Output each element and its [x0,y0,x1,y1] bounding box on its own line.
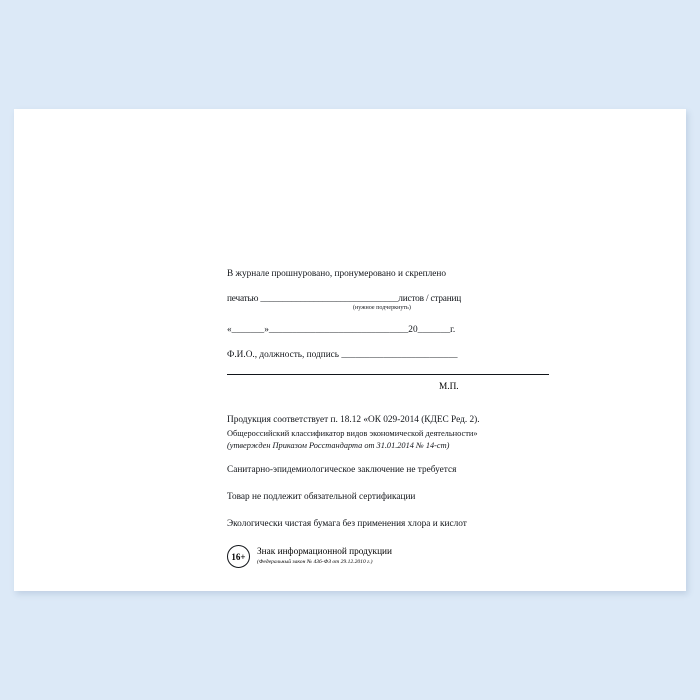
certification-line-2-text: печатью _______________________________листов / страниц [227,293,462,304]
certification-line-1: В журнале прошнуровано, пронумеровано и скреплено [227,269,447,279]
signature-rule [227,373,549,375]
compliance-line-2: Общероссийский классификатор видов экономической деятельности» [227,428,478,438]
notice-certification: Товар не подлежит обязательной сертификации [227,492,416,503]
stamp-mark: М.П. [439,382,459,393]
compliance-line-1: Продукция соответствует п. 18.12 «ОК 029-2014 (КДЕС Ред. 2). [227,415,480,426]
certification-block [227,268,577,392]
compliance-line-3: (утвержден Приказом Росстандарта от 31.01.2014 № 14-ст) [227,441,450,451]
notices-block [227,464,577,530]
age-rating-title: Знак информационной продукции [257,547,392,558]
age-rating-note: (Федеральный закон № 436-ФЗ от 29.12.2010 г.) [257,559,373,566]
compliance-block [227,414,577,451]
age-rating-text [257,547,392,566]
notice-eco-paper: Экологически чистая бумага без применения хлора и кислот [227,518,467,529]
certification-line-3: «_______»______________________________20_______г. [227,325,456,336]
age-rating-row [227,545,577,568]
certification-line-2 [227,293,577,313]
notice-sanitary: Санитарно-эпидемиологическое заключение не требуется [227,465,457,476]
document-page [14,109,686,591]
age-rating-badge: 16+ [227,545,250,568]
document-content [227,268,577,568]
certification-line-4: Ф.И.О., должность, подпись _________________________ [227,349,458,360]
certification-line-2-note: (нужное подчеркнуть) [353,305,411,312]
